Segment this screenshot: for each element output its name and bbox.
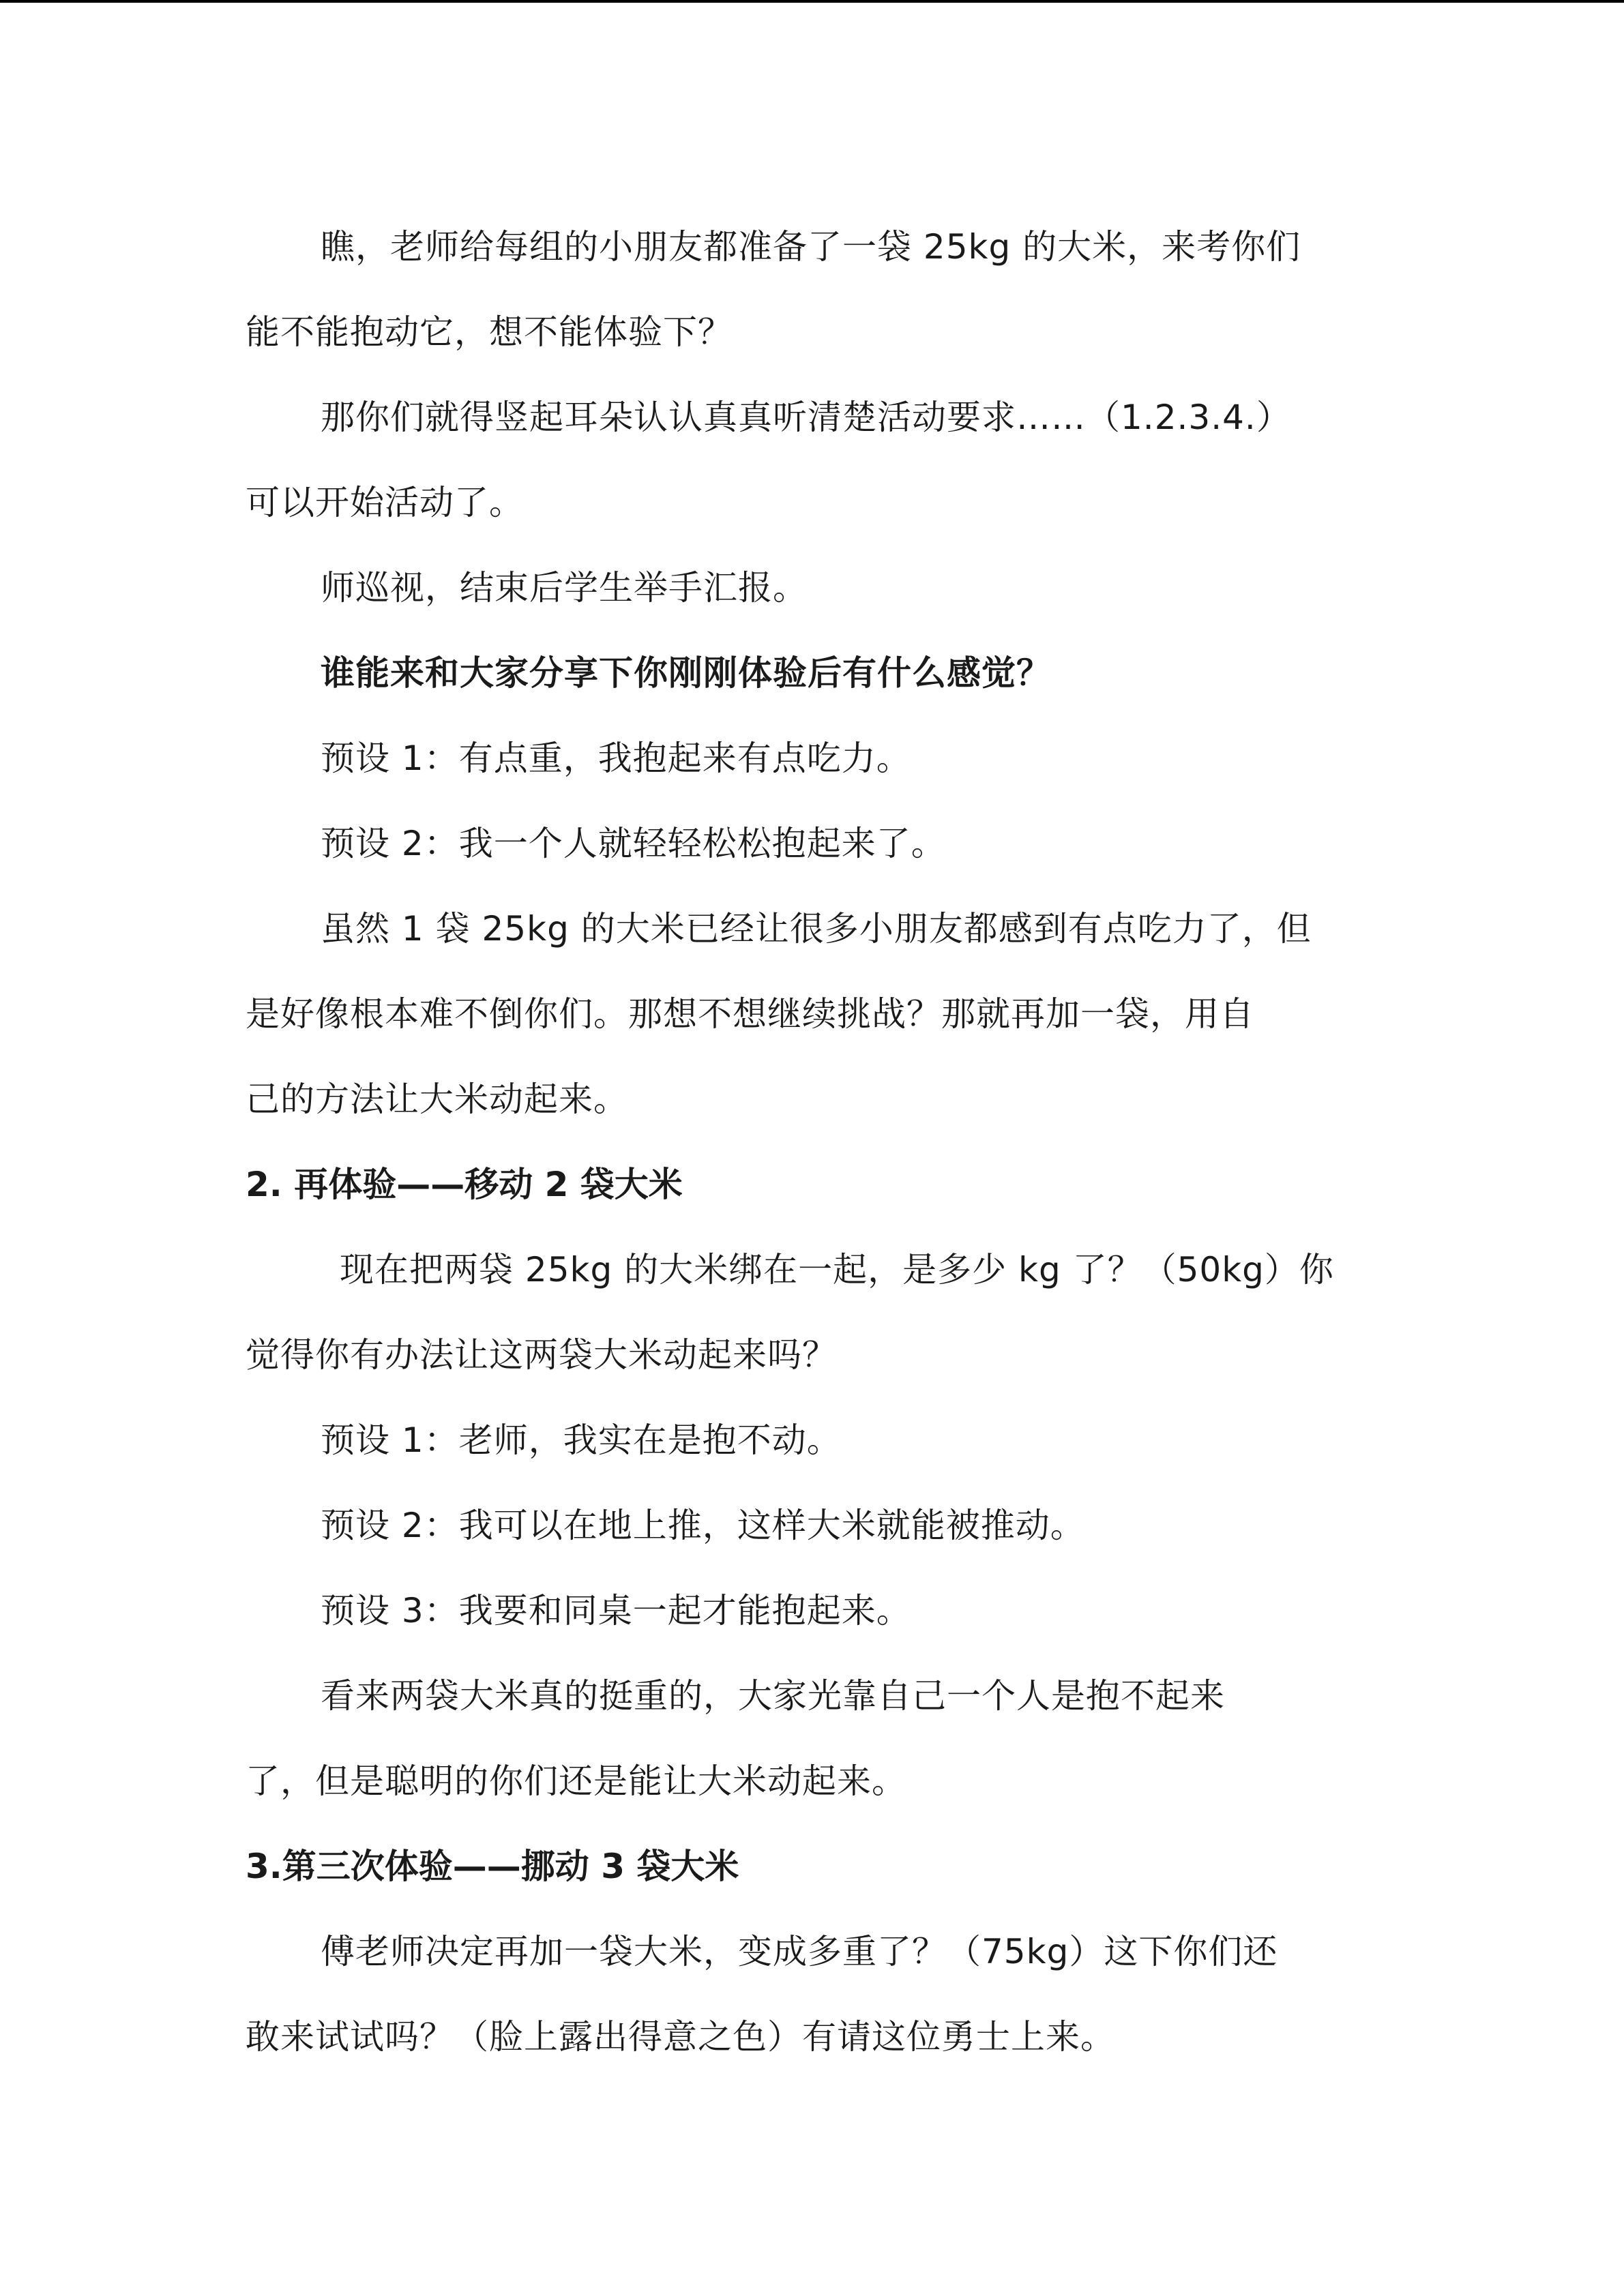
paragraph-preset-1b: 预设 1：老师，我实在是抱不动。	[321, 1420, 842, 1460]
paragraph-teacher-patrol: 师巡视，结束后学生举手汇报。	[321, 568, 808, 608]
paragraph-challenge-line2: 是好像根本难不倒你们。那想不想继续挑战？那就再加一袋，用自	[246, 994, 1254, 1034]
paragraph-heavy-line1: 看来两袋大米真的挺重的，大家光靠自己一个人是抱不起来	[321, 1676, 1225, 1716]
paragraph-preset-2a: 预设 2：我一个人就轻轻松松抱起来了。	[321, 824, 946, 863]
paragraph-two-bags-line2: 觉得你有办法让这两袋大米动起来吗？	[246, 1335, 837, 1375]
paragraph-three-bags-line1: 傅老师决定再加一袋大米，变成多重了？（75kg）这下你们还	[321, 1932, 1278, 1971]
paragraph-heavy-line2: 了，但是聪明的你们还是能让大米动起来。	[246, 1761, 906, 1801]
paragraph-preset-2b: 预设 2：我可以在地上推，这样大米就能被推动。	[321, 1506, 1085, 1545]
paragraph-requirements-line1: 那你们就得竖起耳朵认认真真听清楚活动要求……（1.2.3.4.）	[321, 398, 1291, 437]
paragraph-preset-1a: 预设 1：有点重，我抱起来有点吃力。	[321, 739, 911, 778]
top-border-line	[0, 0, 1624, 3]
paragraph-challenge-line3: 己的方法让大米动起来。	[246, 1079, 628, 1119]
paragraph-intro-line2: 能不能抱动它，想不能体验下？	[246, 312, 733, 352]
section-heading-2: 2. 再体验——移动 2 袋大米	[246, 1165, 683, 1204]
paragraph-two-bags-line1: 现在把两袋 25kg 的大米绑在一起，是多少 kg 了？（50kg）你	[340, 1250, 1334, 1289]
paragraph-three-bags-line2: 敢来试试吗？（脸上露出得意之色）有请这位勇士上来。	[246, 2017, 1115, 2057]
paragraph-preset-3b: 预设 3：我要和同桌一起才能抱起来。	[321, 1591, 911, 1630]
paragraph-share-question: 谁能来和大家分享下你刚刚体验后有什么感觉？	[321, 653, 1051, 693]
section-heading-3: 3.第三次体验——挪动 3 袋大米	[246, 1847, 739, 1886]
paragraph-intro-line1: 瞧，老师给每组的小朋友都准备了一袋 25kg 的大米，来考你们	[321, 227, 1301, 267]
paragraph-challenge-line1: 虽然 1 袋 25kg 的大米已经让很多小朋友都感到有点吃力了，但	[321, 909, 1312, 949]
paragraph-requirements-line2: 可以开始活动了。	[246, 483, 524, 522]
document-body	[246, 205, 1371, 2080]
